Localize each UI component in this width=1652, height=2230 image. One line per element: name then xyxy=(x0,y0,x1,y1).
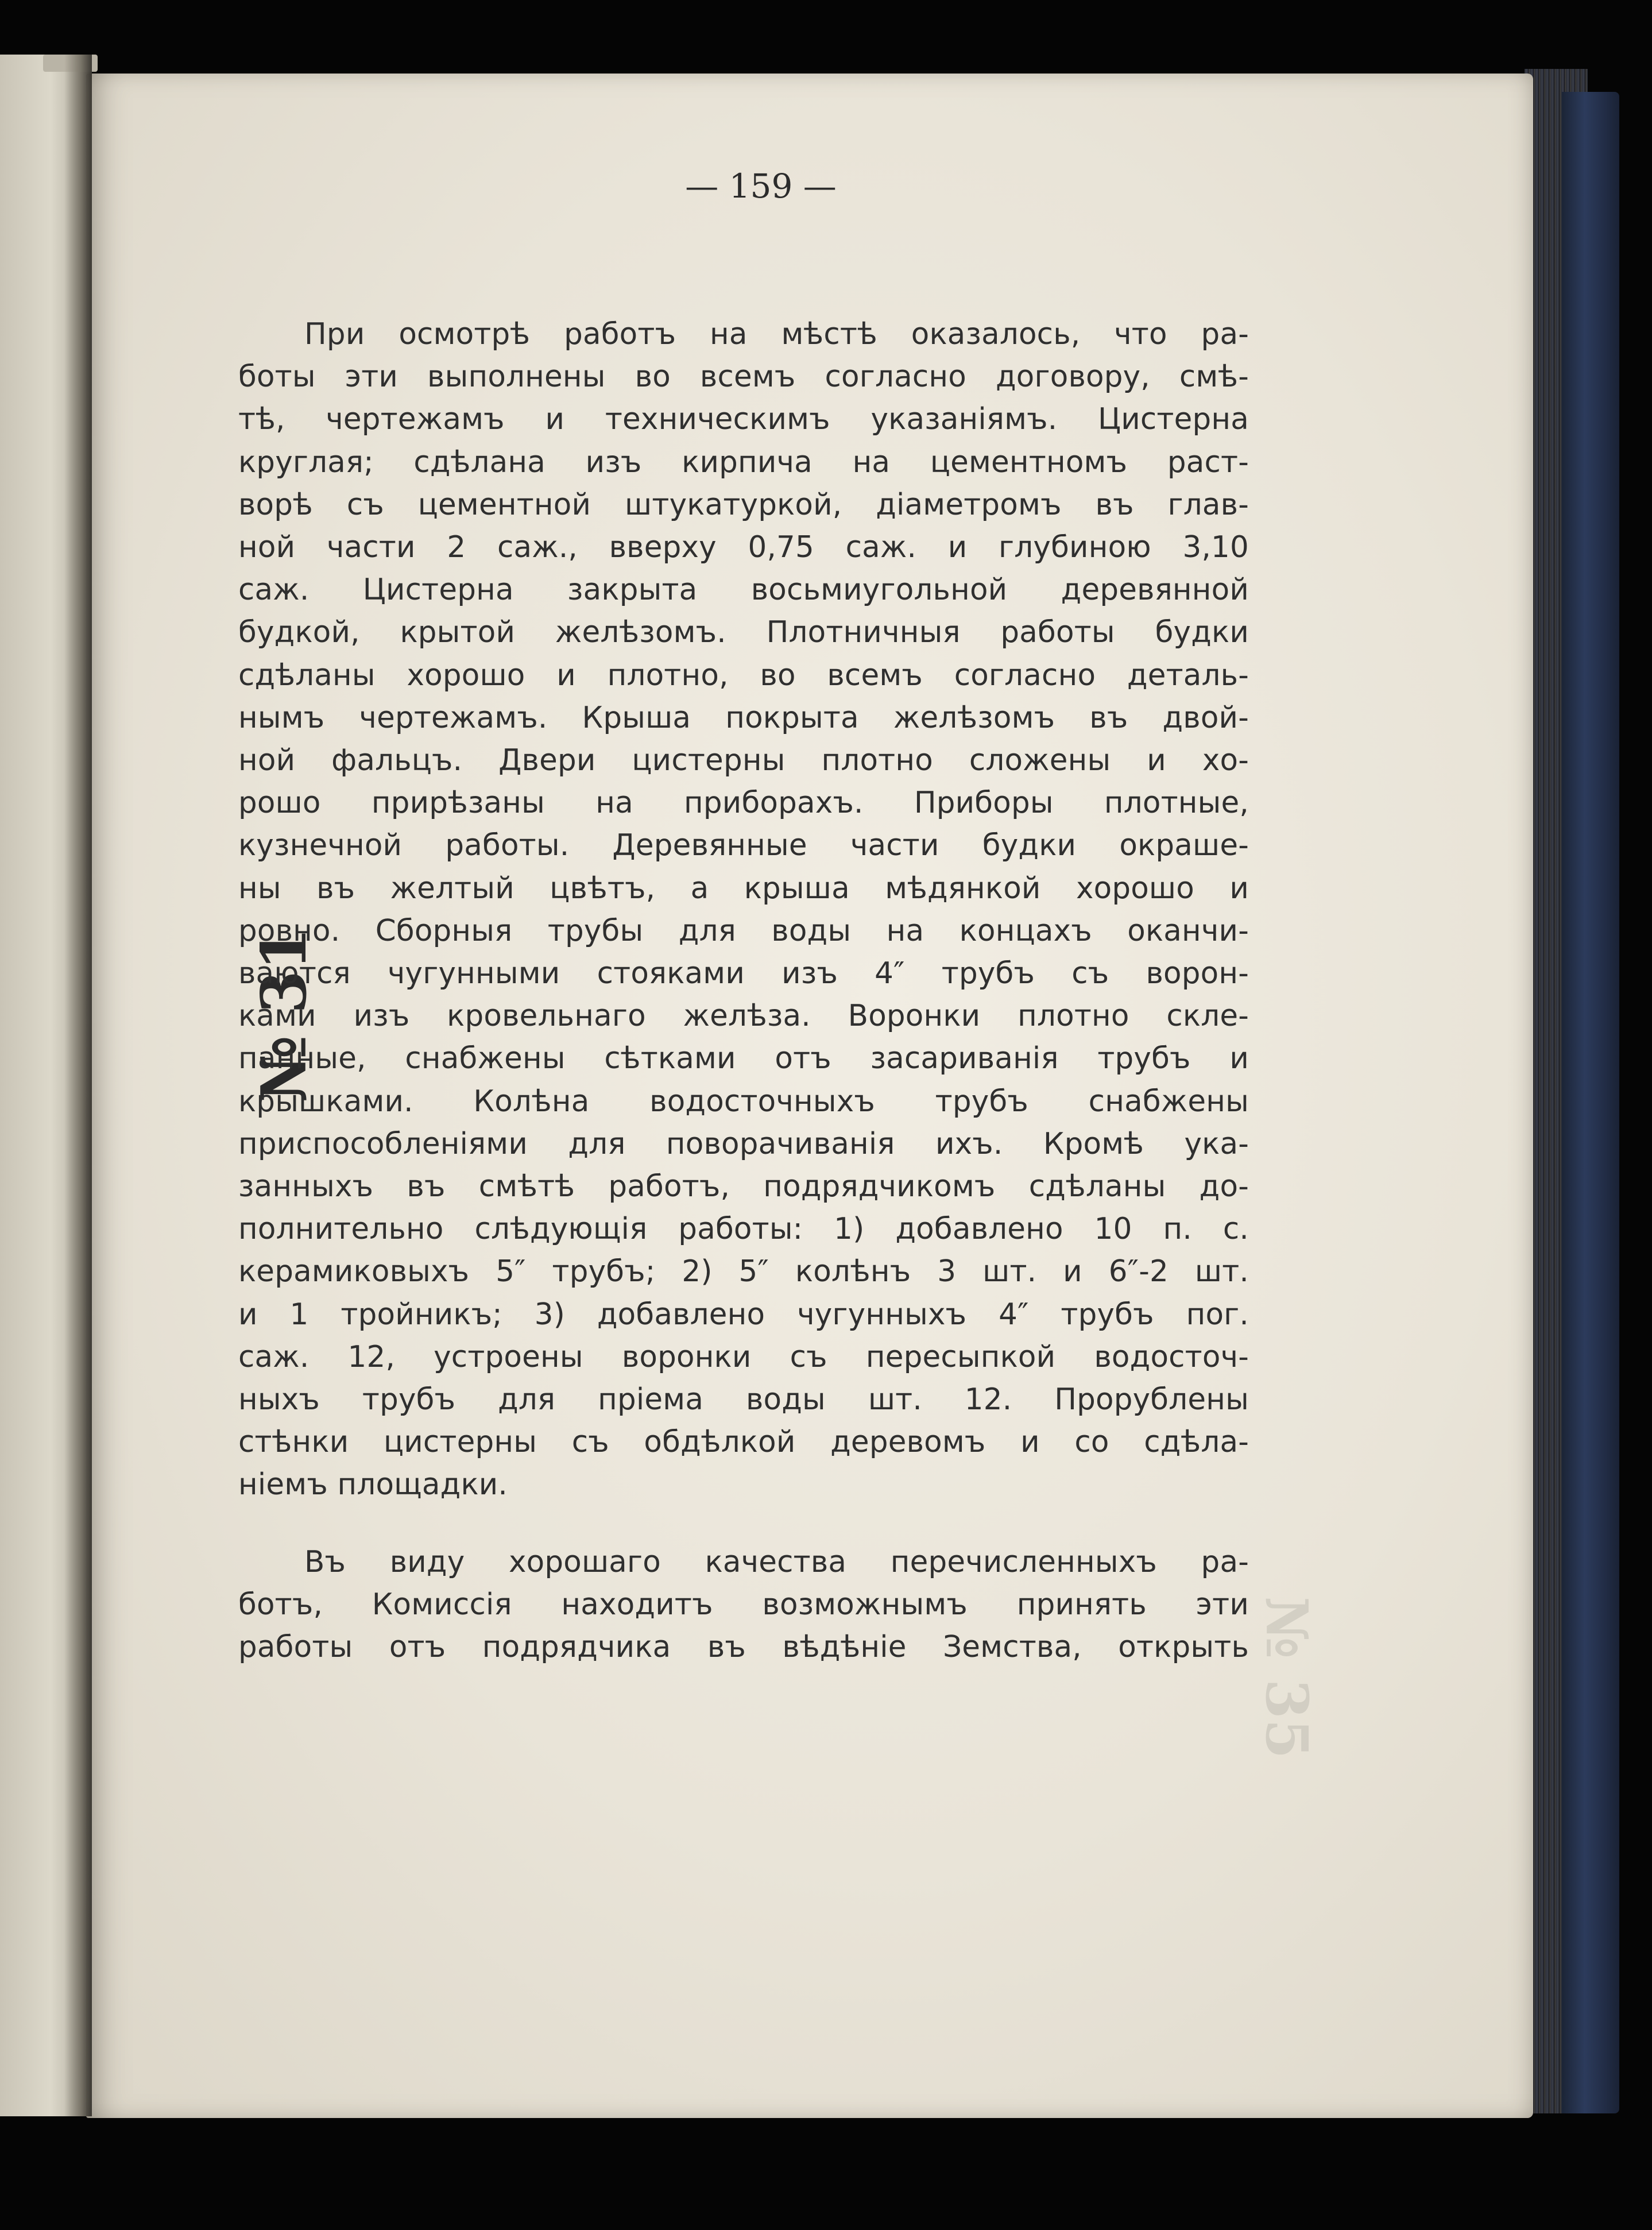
text-line: боты эти выполнены во всемъ согласно договору, смѣ- xyxy=(238,360,1249,395)
text-line: ровно. Сборныя трубы для воды на концахъ оканчи- xyxy=(238,913,1249,948)
text-line: приспособленіями для поворачиванія ихъ. Кромѣ ука- xyxy=(238,1126,1249,1161)
text-line: стѣнки цистерны съ обдѣлкой деревомъ и со сдѣла- xyxy=(238,1425,1249,1460)
text-line: кузнечной работы. Деревянные части будки окраше- xyxy=(238,828,1249,863)
text-line: крышками. Колѣна водосточныхъ трубъ снабжены xyxy=(238,1084,1249,1119)
book-cover-edge xyxy=(1562,92,1619,2113)
paragraph-gap xyxy=(238,1506,1249,1541)
body-text xyxy=(238,313,1249,1668)
text-line: тѣ, чертежамъ и техническимъ указаніямъ. Цистерна xyxy=(238,402,1249,437)
text-line: При осмотрѣ работъ на мѣстѣ оказалось, что ра- xyxy=(304,317,1249,351)
text-line: ваются чугунными стояками изъ 4″ трубъ съ ворон- xyxy=(238,956,1249,991)
text-line: ной части 2 саж., вверху 0,75 саж. и глубиною 3,10 xyxy=(238,530,1249,565)
text-line: полнительно слѣдующія работы: 1) добавлено 10 п. с. xyxy=(238,1212,1249,1247)
document-number-marker: № 31 xyxy=(248,927,320,1103)
text-line: нымъ чертежамъ. Крыша покрыта желѣзомъ въ двой- xyxy=(238,700,1249,735)
text-line: занныхъ въ смѣтѣ работъ, подрядчикомъ сдѣланы до- xyxy=(238,1169,1249,1204)
text-line: ботъ, Комиссія находитъ возможнымъ принять эти xyxy=(238,1587,1249,1622)
text-line: ворѣ съ цементной штукатуркой, діаметромъ въ глав- xyxy=(238,487,1249,522)
paragraph-1 xyxy=(238,313,1249,1506)
paragraph-2 xyxy=(238,1541,1249,1669)
page-number: — 159 — xyxy=(685,167,837,206)
text-line: ками изъ кровельнаго желѣза. Воронки плотно скле- xyxy=(238,999,1249,1034)
text-line: саж. 12, устроены воронки съ пересыпкой водосточ- xyxy=(238,1339,1249,1374)
text-line: круглая; сдѣлана изъ кирпича на цементномъ раст- xyxy=(238,445,1249,480)
text-line: саж. Цистерна закрыта восьмиугольной деревянной xyxy=(238,573,1249,608)
text-line: ныхъ трубъ для пріема воды шт. 12. Прорублены xyxy=(238,1382,1249,1417)
text-line: панные, снабжены сѣтками отъ засариванія трубъ и xyxy=(238,1041,1249,1076)
text-line: ной фальцъ. Двери цистерны плотно сложены и хо- xyxy=(238,743,1249,778)
page-gutter-shadow xyxy=(64,55,92,2116)
text-line: работы отъ подрядчика въ вѣдѣніе Земства, открыть xyxy=(238,1630,1249,1665)
text-line: керамиковыхъ 5″ трубъ; 2) 5″ колѣнъ 3 шт. и 6″-2 шт. xyxy=(238,1254,1249,1289)
text-line: рошо прирѣзаны на приборахъ. Приборы плотные, xyxy=(238,786,1249,821)
text-line: сдѣланы хорошо и плотно, во всемъ согласно деталь- xyxy=(238,658,1249,693)
bleed-through-marker: № 35 xyxy=(1253,1597,1321,1759)
text-line: будкой, крытой желѣзомъ. Плотничныя работы будки xyxy=(238,615,1249,650)
text-line: Въ виду хорошаго качества перечисленныхъ ра- xyxy=(304,1544,1249,1579)
text-line: ніемъ площадки. xyxy=(238,1467,508,1502)
text-line: ны въ желтый цвѣтъ, а крыша мѣдянкой хорошо и xyxy=(238,871,1249,906)
text-line: и 1 тройникъ; 3) добавлено чугунныхъ 4″ трубъ пог. xyxy=(238,1297,1249,1332)
